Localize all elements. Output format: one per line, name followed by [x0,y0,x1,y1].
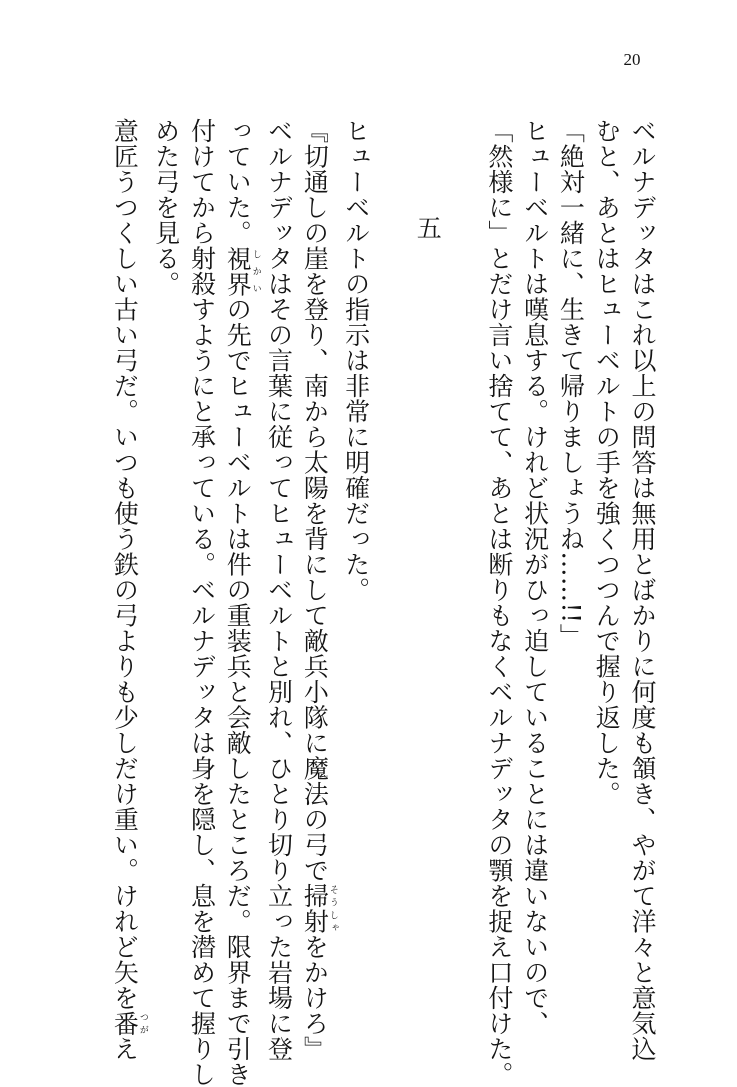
ruby-base: 視界 [223,246,252,297]
text-segment: の先でヒューベルトは件の重装兵と会敵したところだ。限界まで引き [223,297,252,1087]
text-line: ヒューベルトの指示は非常に明確だった。 [338,118,374,948]
text-segment: え [110,1036,139,1062]
ruby-reading: しかい [251,246,261,297]
ruby-annotation [300,883,329,934]
text-line: ベルナデッタはこれ以上の問答は無用とばかりに何度も頷き、やがて洋々と意気込 [624,118,660,948]
text-line: 付けてから射殺すようにと承っている。ベルナデッタは身を隠し、息を潜めて握りし [184,118,220,948]
ruby-annotation [110,1011,139,1037]
ruby-annotation [223,246,252,297]
text-segment: 意匠うつくしい古い弓だ。いつも使う鉄の弓よりも少しだけ重い。けれど矢を [110,118,139,1011]
text-line [297,118,338,948]
text-line: ベルナデッタはその言葉に従ってヒューベルトと別れ、ひとり切り立った岩場に登 [261,118,297,948]
vertical-text-body [107,118,660,948]
ruby-base: 番 [110,1011,139,1037]
ruby-reading: つが [138,1011,148,1037]
chapter-heading: 五 [409,118,445,948]
text-segment: っていた。 [223,118,252,246]
text-line [219,118,260,948]
text-segment: 『切通しの崖を登り、南から太陽を背にして敵兵小隊に魔法の弓で [300,118,329,883]
text-line: ヒューベルトは嘆息する。けれど状況がひっ迫していることには違いないので、 [517,118,553,948]
text-segment: をかけろ』 [300,934,329,1062]
line-spacer [445,118,481,948]
text-line: むと、あとはヒューベルトの手を強くつつんで握り返した。 [588,118,624,948]
ruby-reading: そうしゃ [328,883,338,934]
text-line: 「然様に」とだけ言い捨てて、あとは断りもなくベルナデッタの顎を捉え口付けた。 [481,118,517,948]
text-line: 「絶対一緒に、生きて帰りましょうね……!!」 [553,118,589,948]
text-line [107,118,148,948]
text-line: めた弓を見る。 [148,118,184,948]
page-number: 20 [610,50,654,70]
line-spacer [374,118,410,948]
ruby-base: 掃射 [300,883,329,934]
